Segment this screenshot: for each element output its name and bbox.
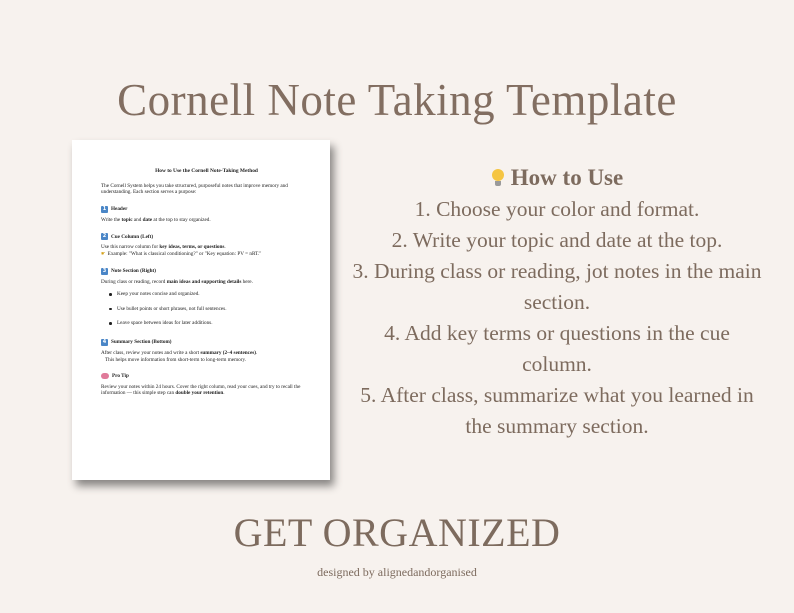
number-3-icon: 3 xyxy=(102,267,107,274)
lightbulb-icon xyxy=(491,169,505,187)
step-2: 2. Write your topic and date at the top. xyxy=(391,228,723,252)
doc-summary-text: After class, review your notes and write a short summary (2–4 sentences). xyxy=(101,349,258,356)
how-to-use-title: How to Use xyxy=(352,162,762,194)
list-item: Leave space between ideas for later additions. xyxy=(109,320,312,327)
number-1-icon: 1 xyxy=(102,205,107,212)
doc-cue-text: Use this narrow column for key ideas, terms, or questions. xyxy=(101,244,226,251)
doc-cue-example: ☛ Example: "What is classical conditioning?" or "Key equation: PV = nRT." xyxy=(101,250,262,257)
doc-intro: The Cornell System helps you take structured, purposeful notes that improve memory and understanding. Each section serves a purpose: xyxy=(101,182,288,196)
doc-tip-heading: Pro Tip xyxy=(101,373,312,380)
doc-tip-text: Review your notes within 24 hours. Cover the right column, read your cues, and try to recall the information — this simple step can double your retention. xyxy=(101,383,301,397)
designer-credit: designed by alignedandorganised xyxy=(317,565,477,579)
doc-header-text: Write the topic and date at the top to stay organized. xyxy=(101,216,211,223)
number-2-icon: 2 xyxy=(102,233,107,240)
step-1: 1. Choose your color and format. xyxy=(414,197,700,221)
step-5: 5. After class, summarize what you learned in the summary section. xyxy=(360,383,754,438)
doc-cue-heading: 2 Cue Column (Left) xyxy=(102,233,154,240)
list-item: Keep your notes concise and organized. xyxy=(109,291,312,298)
doc-notes-bullets xyxy=(101,291,312,327)
step-4: 4. Add key terms or questions in the cue column. xyxy=(384,321,730,376)
tagline: GET ORGANIZED xyxy=(233,510,561,555)
number-4-icon: 4 xyxy=(102,338,107,345)
doc-summary-heading: 4 Summary Section (Bottom) xyxy=(102,338,172,346)
step-3: 3. During class or reading, jot notes in the main section. xyxy=(352,259,762,314)
template-preview xyxy=(72,140,330,480)
doc-header-heading: 1 Header xyxy=(102,205,128,212)
eraser-icon xyxy=(101,373,109,379)
doc-notes-text: During class or reading, record main ideas and supporting details here. xyxy=(101,278,253,285)
pointing-hand-icon: ☛ xyxy=(101,250,106,257)
list-item: Use bullet points or short phrases, not full sentences. xyxy=(109,306,312,313)
doc-notes-heading: 3 Note Section (Right) xyxy=(102,267,156,274)
how-to-use-panel xyxy=(352,162,762,442)
doc-summary-line2: This helps move information from short-term to long-term memory. xyxy=(105,356,246,363)
doc-title: How to Use the Cornell Note-Taking Method xyxy=(155,168,258,174)
page-title: Cornell Note Taking Template xyxy=(117,75,677,125)
